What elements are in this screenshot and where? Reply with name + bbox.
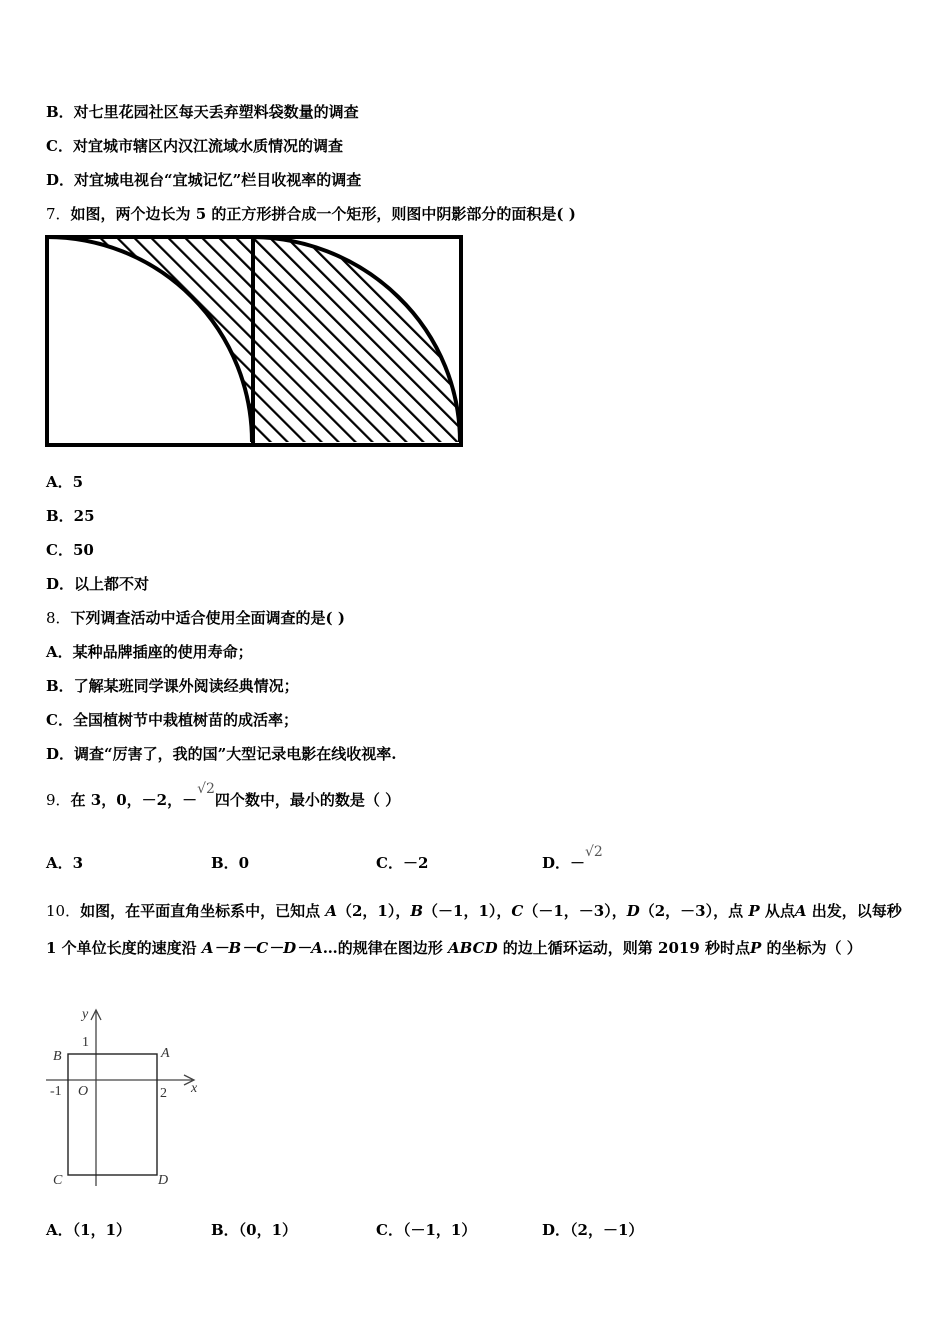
q9-option-d-sqrt2: √2 [585, 844, 603, 860]
q10-text-2: （2，1）， [336, 902, 411, 920]
q10-quad: ABCD [448, 939, 498, 957]
label-c: C [53, 1173, 63, 1188]
q7-option-a: A．5 [46, 473, 84, 491]
q9-option-b: B．0 [211, 854, 250, 872]
label-2: 2 [160, 1086, 167, 1101]
q8-number: 8． [46, 609, 71, 627]
q6-option-c: C．对宜城市辖区内汉江流域水质情况的调查 [46, 137, 343, 155]
q10-text-6: 从点 [759, 902, 795, 920]
q7-option-d: D．以上都不对 [46, 575, 150, 593]
label-a: A [161, 1046, 170, 1061]
q10-text-8: …的规律在图边形 [322, 939, 449, 957]
q10-point-c: C [511, 902, 524, 920]
q6-option-b: B．对七里花园社区每天丢弃塑料袋数量的调查 [46, 103, 359, 121]
q7-stem [46, 204, 576, 224]
label-o: O [78, 1084, 89, 1099]
q8-option-c: C．全国植树节中栽植树苗的成活率； [46, 711, 298, 729]
q9-option-c: C．－2 [376, 854, 429, 872]
q10-text-7: 出发，以每秒 1 个单位长度的速度沿 [46, 902, 902, 957]
q10-point-b: B [410, 902, 424, 920]
q7-option-c: C．50 [46, 541, 94, 559]
q7-stem-text: 如图，两个边长为 5 的正方形拼合成一个矩形，则图中阴影部分的面积是( ) [70, 205, 576, 223]
label-neg1: -1 [50, 1084, 62, 1099]
q7-figure [44, 234, 464, 448]
label-1: 1 [82, 1035, 89, 1050]
q10-point-p: P [748, 902, 760, 920]
label-x: x [191, 1081, 198, 1096]
q9-option-a: A．3 [46, 854, 84, 872]
q10-point-a: A [325, 902, 337, 920]
q8-option-b: B．了解某班同学课外阅读经典情况； [46, 677, 299, 695]
q10-stem [46, 893, 906, 967]
q10-text-1: 如图，在平面直角坐标系中，已知点 [80, 902, 326, 920]
q10-coordinate-figure [44, 1004, 209, 1194]
q8-stem [46, 608, 345, 628]
q6-option-d: D．对宜城电视台“宜城记忆”栏目收视率的调查 [46, 171, 362, 189]
q10-point-a-2: A [794, 902, 807, 920]
q10-path: A－B－C－D－A [201, 939, 323, 957]
q9-option-d-text: D．－ [542, 854, 586, 872]
q8-option-a: A．某种品牌插座的使用寿命； [46, 643, 253, 661]
q10-text-5: （2，－3），点 [639, 902, 749, 920]
q8-option-d: D．调查“厉害了，我的国”大型记录电影在线收视率. [46, 745, 397, 763]
label-b: B [53, 1049, 62, 1064]
q10-text-4: （－1，－3）， [523, 902, 627, 920]
label-y: y [82, 1007, 89, 1022]
q10-option-b: B．（0，1） [211, 1221, 298, 1239]
q9-number: 9． [46, 791, 71, 809]
q8-stem-text: 下列调查活动中适合使用全面调查的是( ) [70, 609, 345, 627]
q9-stem-post: 四个数中，最小的数是（ ） [214, 791, 401, 809]
q9-stem [46, 781, 401, 811]
q10-text-3: （－1，1）， [423, 902, 512, 920]
q7-number: 7． [46, 205, 71, 223]
q10-option-c: C．（－1，1） [376, 1221, 477, 1239]
q10-text-9: 的边上循环运动，则第 2019 秒时点 [497, 939, 750, 957]
q10-option-a: A．（1，1） [46, 1221, 132, 1239]
q10-point-p-2: P [750, 939, 762, 957]
q10-option-d: D．（2，－1） [542, 1221, 644, 1239]
q9-stem-pre: 在 3，0，－2，－ [70, 791, 198, 809]
q10-text-10: 的坐标为（ ） [761, 939, 862, 957]
q7-option-b: B．25 [46, 507, 95, 525]
quadrilateral-abcd [68, 1054, 157, 1175]
q9-sqrt2: √2 [197, 781, 215, 797]
q10-point-d: D [626, 902, 640, 920]
q9-option-d [542, 844, 603, 874]
q10-number: 10． [46, 902, 81, 920]
label-d: D [158, 1173, 169, 1188]
